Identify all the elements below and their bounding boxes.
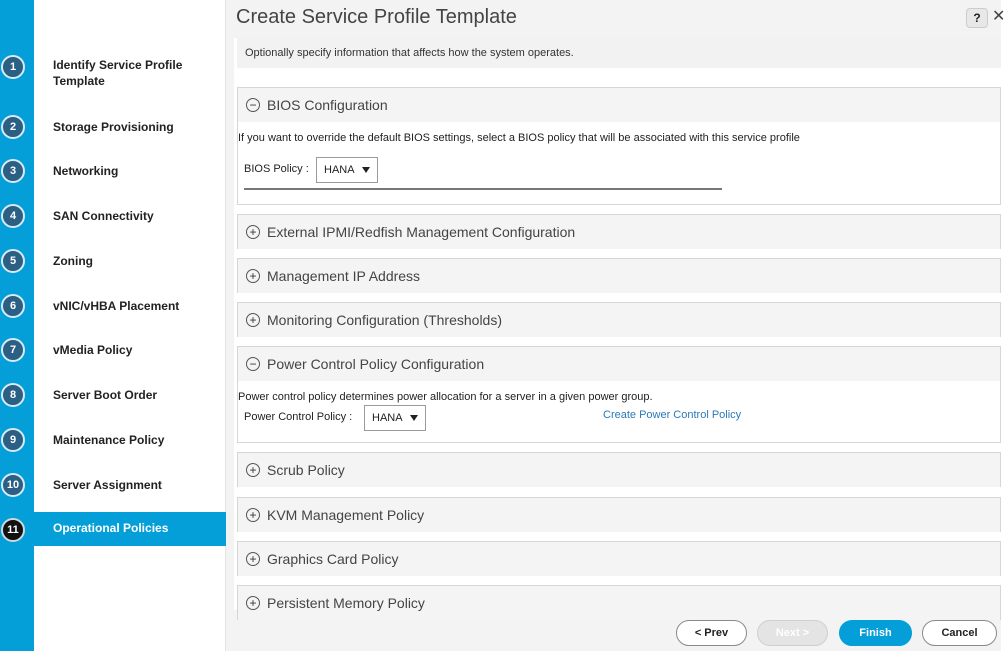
expand-icon: +: [246, 552, 260, 566]
section-monitoring-header[interactable]: [238, 303, 1000, 337]
section-persistent-memory-header[interactable]: [238, 586, 1000, 620]
section-ipmi-title: External IPMI/Redfish Management Configuration: [267, 224, 576, 240]
step-label-1[interactable]: Identify Service Profile Template: [53, 58, 183, 88]
step-label-5[interactable]: Zoning: [53, 254, 93, 268]
section-power-title: Power Control Policy Configuration: [267, 356, 485, 372]
step-label-9[interactable]: Maintenance Policy: [53, 433, 165, 447]
section-graphics-header[interactable]: [238, 542, 1000, 576]
step-number-9: 9: [1, 428, 25, 452]
section-ipmi-header[interactable]: [238, 215, 1000, 249]
section-graphics-title: Graphics Card Policy: [267, 551, 399, 567]
chevron-down-icon: [410, 415, 418, 421]
intro-text: Optionally specify information that affects how the system operates.: [237, 38, 1001, 68]
power-description: Power control policy determines power allocation for a server in a given power group.: [238, 391, 653, 403]
section-bios-header[interactable]: [238, 88, 1000, 122]
step-number-6: 6: [1, 294, 25, 318]
bios-policy-label: BIOS Policy :: [244, 163, 309, 175]
step-number-8: 8: [1, 383, 25, 407]
cancel-button[interactable]: Cancel: [922, 620, 997, 646]
section-persistent-memory[interactable]: [237, 585, 1001, 620]
step-label-10[interactable]: Server Assignment: [53, 478, 162, 492]
close-icon[interactable]: ✕: [992, 8, 1005, 25]
bios-scroll-bar[interactable]: [244, 188, 722, 190]
expand-icon: +: [246, 508, 260, 522]
section-monitoring-title: Monitoring Configuration (Thresholds): [267, 312, 502, 328]
power-policy-label: Power Control Policy :: [244, 411, 353, 423]
step-number-7: 7: [1, 338, 25, 362]
section-kvm-header[interactable]: [238, 498, 1000, 532]
collapse-icon: −: [246, 98, 260, 112]
step-label-4[interactable]: SAN Connectivity: [53, 209, 154, 223]
bios-policy-value: HANA: [324, 164, 355, 176]
expand-icon: +: [246, 269, 260, 283]
step-number-11: 11: [1, 518, 25, 542]
create-power-policy-link[interactable]: Create Power Control Policy: [603, 409, 742, 421]
section-persistent-memory-title: Persistent Memory Policy: [267, 595, 425, 611]
step-label-6[interactable]: vNIC/vHBA Placement: [53, 299, 180, 313]
step-rail: [0, 0, 34, 651]
step-number-10: 10: [1, 473, 25, 497]
step-number-2: 2: [1, 115, 25, 139]
finish-button[interactable]: Finish: [839, 620, 912, 646]
section-kvm[interactable]: [237, 497, 1001, 532]
section-bios: [237, 87, 1001, 205]
section-graphics[interactable]: [237, 541, 1001, 576]
power-policy-select[interactable]: [364, 405, 426, 431]
bios-policy-select[interactable]: [316, 157, 378, 183]
section-power: [237, 346, 1001, 443]
expand-icon: +: [246, 313, 260, 327]
section-mgmt-ip[interactable]: [237, 258, 1001, 293]
section-bios-title: BIOS Configuration: [267, 97, 388, 113]
section-kvm-title: KVM Management Policy: [267, 507, 425, 523]
bios-description: If you want to override the default BIOS settings, select a BIOS policy that will be associated with this service profile: [238, 132, 800, 144]
step-label-2[interactable]: Storage Provisioning: [53, 120, 174, 134]
expand-icon: +: [246, 463, 260, 477]
main-panel: [226, 0, 1005, 651]
step-number-1: 1: [1, 55, 25, 79]
section-bios-body: [238, 122, 1000, 204]
section-ipmi[interactable]: [237, 214, 1001, 249]
next-button[interactable]: Next >: [757, 620, 828, 646]
expand-icon: +: [246, 596, 260, 610]
step-label-3[interactable]: Networking: [53, 164, 119, 178]
section-monitoring[interactable]: [237, 302, 1001, 337]
power-policy-value: HANA: [372, 412, 403, 424]
section-mgmt-ip-title: Management IP Address: [267, 268, 421, 284]
expand-icon: +: [246, 225, 260, 239]
content-area: [234, 38, 1001, 610]
step-number-4: 4: [1, 204, 25, 228]
section-power-header[interactable]: [238, 347, 1000, 381]
collapse-icon: −: [246, 357, 260, 371]
section-scrub-title: Scrub Policy: [267, 462, 345, 478]
section-mgmt-ip-header[interactable]: [238, 259, 1000, 293]
page-title: Create Service Profile Template: [236, 6, 517, 28]
step-number-5: 5: [1, 249, 25, 273]
section-power-body: [238, 381, 1000, 442]
prev-button[interactable]: < Prev: [676, 620, 747, 646]
step-number-3: 3: [1, 159, 25, 183]
section-scrub-header[interactable]: [238, 453, 1000, 487]
chevron-down-icon: [362, 167, 370, 173]
section-scrub[interactable]: [237, 452, 1001, 487]
help-button[interactable]: ?: [966, 8, 988, 28]
step-label-8[interactable]: Server Boot Order: [53, 388, 158, 402]
step-label-7[interactable]: vMedia Policy: [53, 343, 133, 357]
wizard-sidebar: [34, 0, 226, 651]
step-label-11[interactable]: Operational Policies: [53, 521, 169, 535]
